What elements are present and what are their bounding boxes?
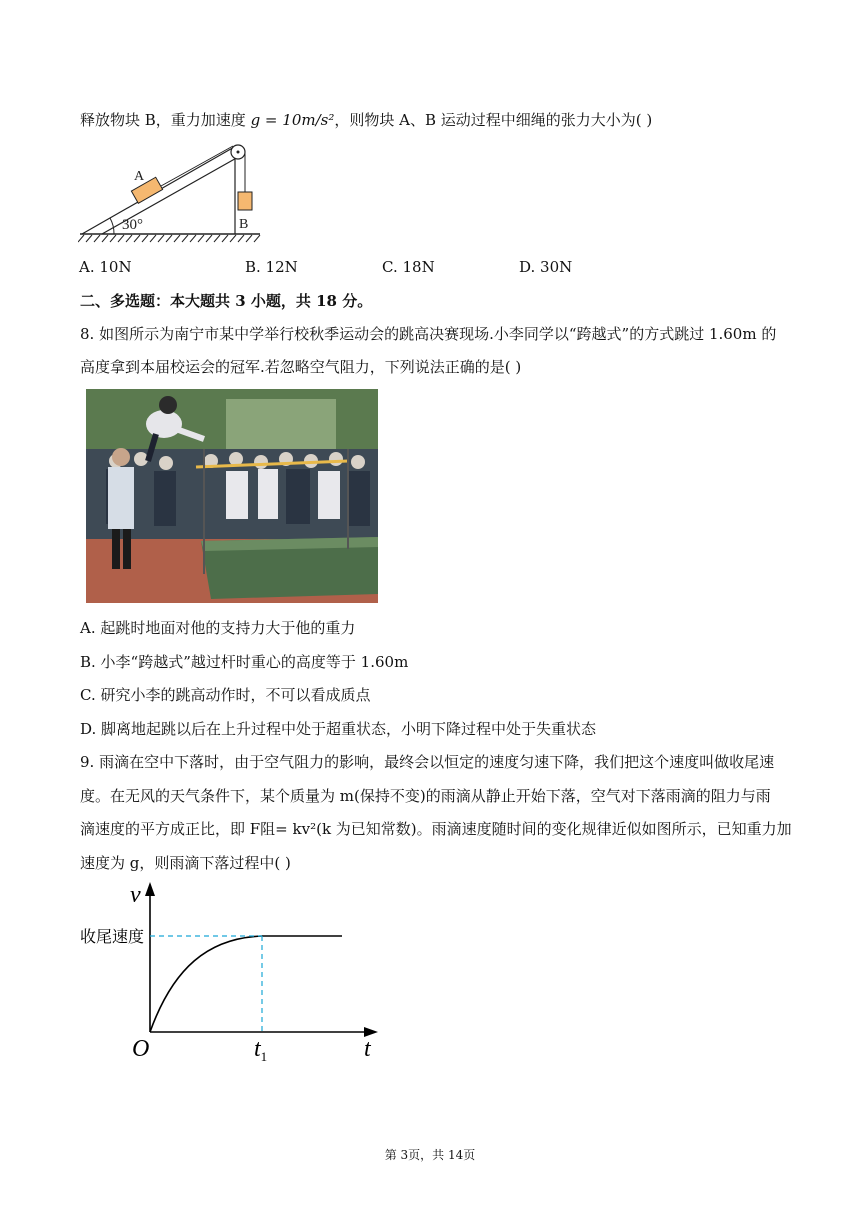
q9-t1-subscript: 1 [260, 1049, 268, 1063]
q9-terminal-velocity-label: 收尾速度 [80, 929, 145, 946]
q7-option-c: C. 18N [382, 258, 435, 276]
q7-incline-figure [78, 140, 268, 245]
q9-t1-label: $t_1$ [254, 1036, 268, 1063]
q7-angle-label: 30° [122, 217, 143, 233]
q7-option-a: A. 10N [79, 258, 132, 276]
q7-g-equation: g = 10m/s² [250, 111, 335, 129]
q9-stem-line2: 度。在无风的天气条件下，某个质量为 m(保持不变)的雨滴从静止开始下落，空气对下落雨滴的阻力与雨 [80, 787, 771, 805]
q9-stem-line4: 速度为 g，则雨滴下落过程中( ) [80, 854, 291, 872]
q7-stem: 释放物块 B，重力加速度 g = 10m/s²，则物块 A、B 运动过程中细绳的张力大小为( ) [80, 111, 653, 129]
q9-origin-label: O [132, 1036, 150, 1062]
q7-option-d: D. 30N [519, 258, 573, 276]
q7-label-a: A [134, 169, 145, 184]
high-jump-photo [86, 389, 378, 603]
q9-y-axis-label: v [130, 882, 141, 908]
q8-option-b: B. 小李“跨越式”越过杆时重心的高度等于 1.60m [80, 653, 409, 671]
q8-option-a: A. 起跳时地面对他的支持力大于他的重力 [80, 619, 356, 637]
q9-x-axis-label: t [364, 1036, 371, 1062]
q9-velocity-graph [78, 878, 388, 1063]
section-title: 二、多选题：本大题共 3 小题，共 18 分。 [80, 292, 373, 310]
q8-option-c: C. 研究小李的跳高动作时，不可以看成质点 [80, 686, 371, 704]
q8-option-d: D. 脚离地起跳以后在上升过程中处于超重状态，小明下降过程中处于失重状态 [80, 720, 597, 738]
q9-stem-line3: 滴速度的平方成正比，即 F阻= kv²(k 为已知常数)。雨滴速度随时间的变化规律近似如图所示，已知重力加 [80, 820, 792, 838]
q9-stem-line1: 9. 雨滴在空中下落时，由于空气阻力的影响，最终会以恒定的速度匀速下降，我们把这个速度叫做收尾速 [80, 753, 775, 771]
q8-stem-line2: 高度拿到本届校运会的冠军.若忽略空气阻力，下列说法正确的是( ) [80, 358, 522, 376]
q7-option-b: B. 12N [245, 258, 298, 276]
q7-label-b: B [239, 217, 249, 232]
page-footer: 第 3页，共 14页 [384, 1148, 476, 1162]
q8-stem-line1: 8. 如图所示为南宁市某中学举行校秋季运动会的跳高决赛现场.小李同学以“跨越式”的方式跳过 1.60m 的 [80, 325, 777, 343]
